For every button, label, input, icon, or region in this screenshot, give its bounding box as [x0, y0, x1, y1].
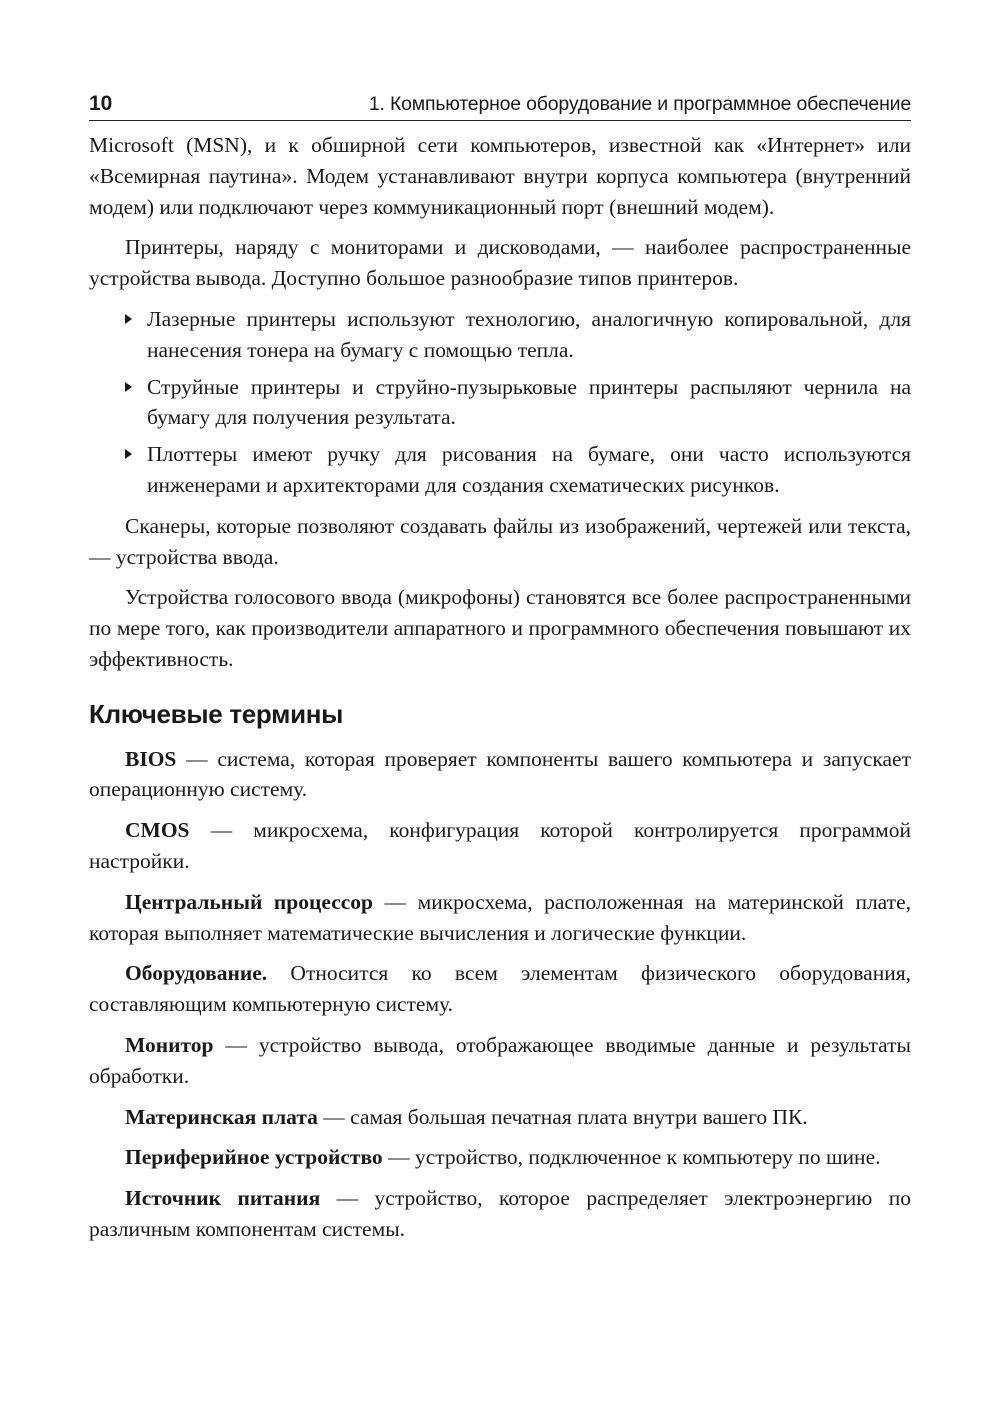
key-term-definition: — самая большая печатная плата внутри вашего ПК.: [317, 1104, 808, 1129]
key-term-definition: Относится ко всем элементам физического оборудования, составляющим компьютерную систему.: [89, 961, 911, 1017]
key-term-entry: [89, 887, 911, 949]
book-page: [89, 84, 911, 1255]
key-term-definition: — система, которая проверяет компоненты вашего компьютера и запускает операционную систему.: [89, 746, 911, 802]
key-term-entry: [89, 958, 911, 1020]
key-term-definition: — микросхема, конфигурация которой контролируется программой настройки.: [89, 818, 911, 873]
list-item-text: Плоттеры имеют ручку для рисования на бумаге, они часто используются инженерами и архитекторами для создания схематических рисунков.: [147, 442, 911, 497]
key-term-definition: — устройство, подключенное к компьютеру по шине.: [382, 1145, 881, 1170]
key-term: Материнская плата: [125, 1104, 318, 1129]
list-item: [147, 304, 911, 366]
triangle-bullet-icon: [125, 382, 132, 392]
key-term: Оборудование.: [125, 961, 268, 986]
page-header: [89, 84, 911, 121]
paragraph-scanners: Сканеры, которые позволяют создавать файлы из изображений, чертежей или текста, — устройства ввода.: [89, 513, 911, 569]
triangle-bullet-icon: [125, 449, 132, 459]
key-term-entry: [89, 1030, 911, 1092]
page-number: 10: [89, 92, 113, 115]
key-term-entry: [89, 1183, 911, 1245]
key-term: CMOS: [125, 818, 190, 843]
key-term-entry: [89, 1102, 911, 1133]
key-term: Центральный процессор: [125, 889, 373, 914]
list-item: [147, 372, 911, 434]
key-term-definition: — устройство, которое распределяет электроэнергию по различным компонентам системы.: [89, 1186, 911, 1241]
paragraph-voice-input: Устройства голосового ввода (микрофоны) становятся все более распространенными по мере того, как производители аппаратного и программного обеспечения повышают их эффективность.: [89, 585, 911, 671]
key-term: Источник питания: [125, 1186, 321, 1211]
key-term-definition: — микросхема, расположенная на материнской плате, которая выполняет математические вычисления и логические функции.: [89, 889, 911, 945]
key-term-entry: [89, 744, 911, 806]
page-body: [89, 130, 911, 1245]
key-term-entry: [89, 1142, 911, 1173]
key-term: Периферийное устройство: [125, 1145, 383, 1170]
running-title: 1. Компьютерное оборудование и программное обеспечение: [368, 93, 911, 115]
list-item-text: Лазерные принтеры используют технологию, аналогичную копировальной, для нанесения тонера на бумагу с помощью тепла.: [147, 306, 911, 362]
list-item: [147, 439, 911, 501]
section-title-key-terms: Ключевые термины: [89, 698, 344, 729]
key-term: BIOS: [125, 746, 177, 771]
printer-types-list: [89, 304, 911, 501]
paragraph-modem: Microsoft (MSN), и к обширной сети компьютеров, известной как «Интернет» или «Всемирная паутина». Модем устанавливают внутри корпуса компьютера (внутренний модем) или подключают через коммуникационный порт (внешний модем).: [89, 133, 911, 219]
paragraph-printers: Принтеры, наряду с мониторами и дисководами, — наиболее распространенные устройства вывода. Доступно большое разнообразие типов принтеров.: [89, 235, 911, 291]
key-term-entry: [89, 815, 911, 877]
triangle-bullet-icon: [125, 314, 132, 324]
key-term: Монитор: [125, 1032, 214, 1057]
list-item-text: Струйные принтеры и струйно-пузырьковые принтеры распыляют чернила на бумагу для получения результата.: [147, 374, 911, 430]
key-term-definition: — устройство вывода, отображающее вводимые данные и результаты обработки.: [89, 1032, 911, 1088]
